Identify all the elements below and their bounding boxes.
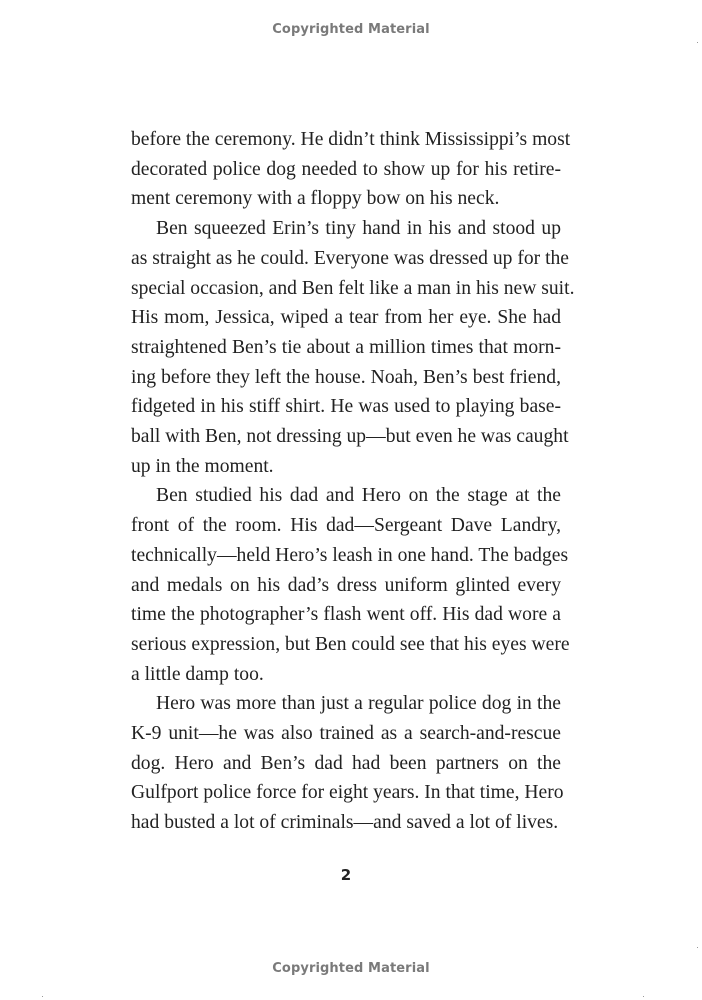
text-line: Ben studied his dad and Hero on the stage at the (156, 485, 561, 507)
scan-speck (697, 947, 698, 948)
scan-speck (42, 996, 43, 997)
text-line: Ben squeezed Erin’s tiny hand in his and stood up (156, 218, 561, 240)
footer-watermark: Copyrighted Material (272, 961, 430, 976)
text-line: time the photographer’s flash went off. His dad wore a (131, 604, 561, 626)
text-line: His mom, Jessica, wiped a tear from her eye. She had (131, 307, 561, 329)
paragraph (131, 214, 575, 481)
body-text (131, 125, 575, 838)
text-line: straightened Ben’s tie about a million times that morn- (131, 336, 561, 358)
paragraph (131, 689, 564, 838)
text-line: a little damp too. (131, 663, 264, 685)
text-line: before the ceremony. He didn’t think Mississippi’s most (131, 129, 571, 150)
header-watermark: Copyrighted Material (272, 22, 430, 37)
text-line: ing before they left the house. Noah, Ben’s best friend, (131, 366, 561, 388)
paragraph (131, 481, 570, 689)
text-line: front of the room. His dad—Sergeant Dave Landry, (131, 515, 561, 537)
text-line: and medals on his dad’s dress uniform glinted every (131, 574, 561, 596)
text-line: decorated police dog needed to show up for his retire- (131, 158, 561, 180)
text-line: Gulfport police force for eight years. In that time, Hero (131, 782, 564, 804)
text-line: ball with Ben, not dressing up—but even he was caught (131, 426, 569, 448)
paragraph (131, 125, 571, 214)
text-line: ment ceremony with a floppy bow on his neck. (131, 188, 500, 210)
text-line: technically—held Hero’s leash in one hand. The badges (131, 544, 569, 566)
text-line: fidgeted in his stiff shirt. He was used to playing base- (131, 396, 561, 418)
text-line: serious expression, but Ben could see that his eyes were (131, 633, 570, 655)
text-line: Hero was more than just a regular police dog in the (156, 693, 561, 715)
text-line: as straight as he could. Everyone was dressed up for the (131, 247, 570, 269)
scan-speck (697, 42, 698, 43)
text-line: K-9 unit—he was also trained as a search-and-rescue (131, 723, 561, 745)
text-line: up in the moment. (131, 455, 274, 477)
text-line: had busted a lot of criminals—and saved a lot of lives. (131, 812, 559, 834)
text-line: dog. Hero and Ben’s dad had been partners on the (131, 752, 561, 774)
text-line: special occasion, and Ben felt like a man in his new suit. (131, 277, 575, 299)
page-number: 2 (340, 866, 352, 884)
scan-speck (643, 996, 644, 997)
